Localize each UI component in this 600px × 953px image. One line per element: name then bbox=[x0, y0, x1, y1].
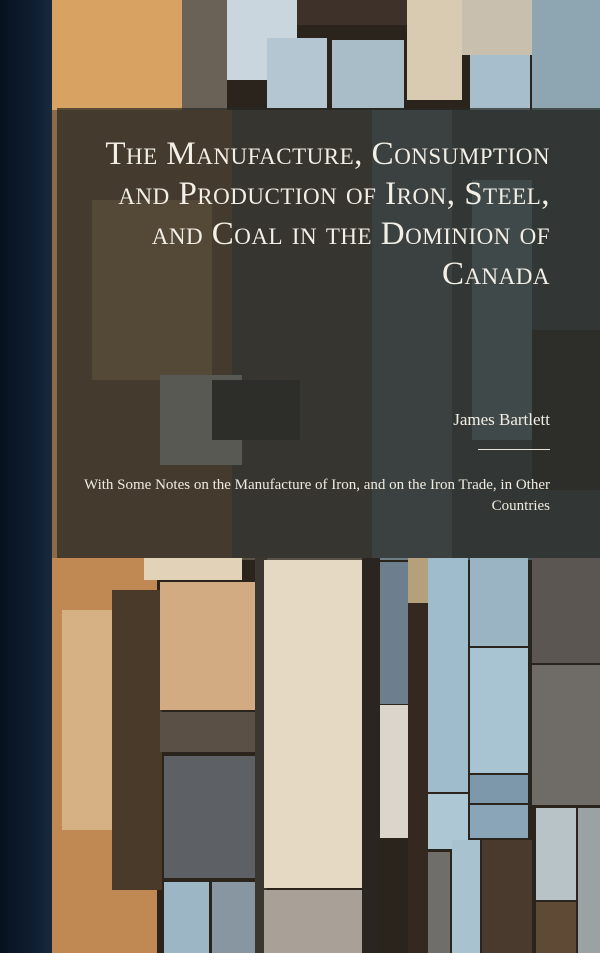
author-divider bbox=[478, 449, 550, 450]
book-subtitle: With Some Notes on the Manufacture of Iron, and on the Iron Trade, in Other Countries bbox=[84, 477, 550, 514]
book-title: The Manufacture, Consumption and Production of Iron, Steel, and Coal in the Dominion of Canada bbox=[105, 136, 550, 292]
book-author: James Bartlett bbox=[453, 410, 550, 429]
book-spine bbox=[0, 0, 52, 953]
